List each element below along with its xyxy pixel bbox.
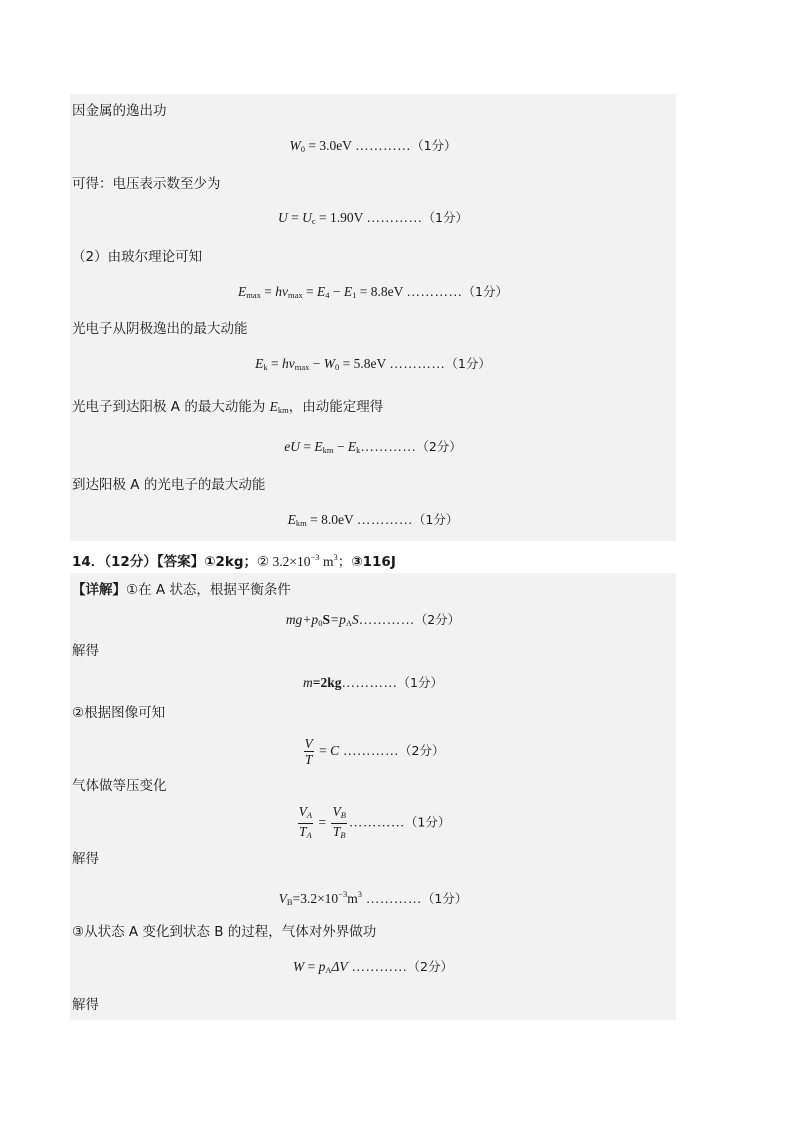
text-anode-intro: 光电子到达阳极 A 的最大动能为 $E_{km}$，由动能定理得 — [72, 399, 384, 415]
text-then-voltage: 可得：电压表示数至少为 — [72, 176, 221, 192]
question-14-answer: 14．（12分）【答案】①2kg；② $3.2\times 10^{-3}$ $m^3$；③116J — [72, 552, 396, 570]
equation-ek: $E_k = h\nu_{max} - W_0 = 5.8eV$ …………（1分） — [255, 356, 491, 372]
text-isobaric: 气体做等压变化 — [72, 778, 167, 794]
text-work-intro: ③从状态 A 变化到状态 B 的过程，气体对外界做功 — [72, 924, 377, 940]
answer-block-q14 — [70, 573, 676, 1020]
equation-ratio: $\frac{V_A}{T_A}$ = $\frac{V_B}{T_B}$ …………（1分） — [70, 804, 676, 840]
equation-w: $W = p_A\Delta V$ …………（2分） — [292, 959, 453, 975]
equation-w0: $W_0 = 3.0eV$ …………（1分） — [289, 138, 457, 154]
equation-vb: $V_B=3.2\times 10^{-3}m^3$ …………（1分） — [278, 889, 468, 907]
equation-ekm: $E_{km} = 8.0eV$ …………（1分） — [287, 512, 459, 528]
fraction-v-t: $\frac{V}{T}$ — [304, 736, 313, 768]
text-graph-intro: ②根据图像可知 — [72, 705, 166, 721]
text-reach-intro: 到达阳极 A 的光电子的最大动能 — [72, 477, 266, 493]
text-solve-2: 解得 — [72, 851, 99, 867]
equation-m: m=2kg…………（1分） — [303, 675, 443, 690]
equation-emax: $E_{max} = h\nu_{max} = E_4 - E_1 = 8.8eV$ …………（1分） — [238, 284, 508, 300]
text-detail: 【详解】①在 A 状态，根据平衡条件 — [72, 582, 291, 598]
equation-u: $U = U_c = 1.90V$ …………（1分） — [278, 210, 468, 226]
text-max-ke-intro: 光电子从阴极逸出的最大动能 — [72, 321, 248, 337]
text-solve-1: 解得 — [72, 643, 99, 659]
answer-block-part1 — [70, 94, 676, 541]
text-solve-3: 解得 — [72, 997, 99, 1013]
equation-v-over-t: $\frac{V}{T}$ = C …………（2分） — [304, 736, 445, 768]
fraction-vb-tb: $\frac{V_B}{T_B}$ — [332, 804, 346, 840]
text-bohr: （2）由玻尔理论可知 — [72, 249, 203, 265]
equation-eu: eU = $E_{km}$ − $E_k\dots\dots\dots\dots(2$分） — [284, 439, 462, 455]
fraction-va-ta: $\frac{V_A}{T_A}$ — [298, 804, 313, 840]
text-work-function-intro: 因金属的逸出功 — [72, 103, 167, 119]
equation-balance: $mg+p_0S=p_AS\dots\dots\dots\dots(2$分） — [285, 612, 461, 628]
